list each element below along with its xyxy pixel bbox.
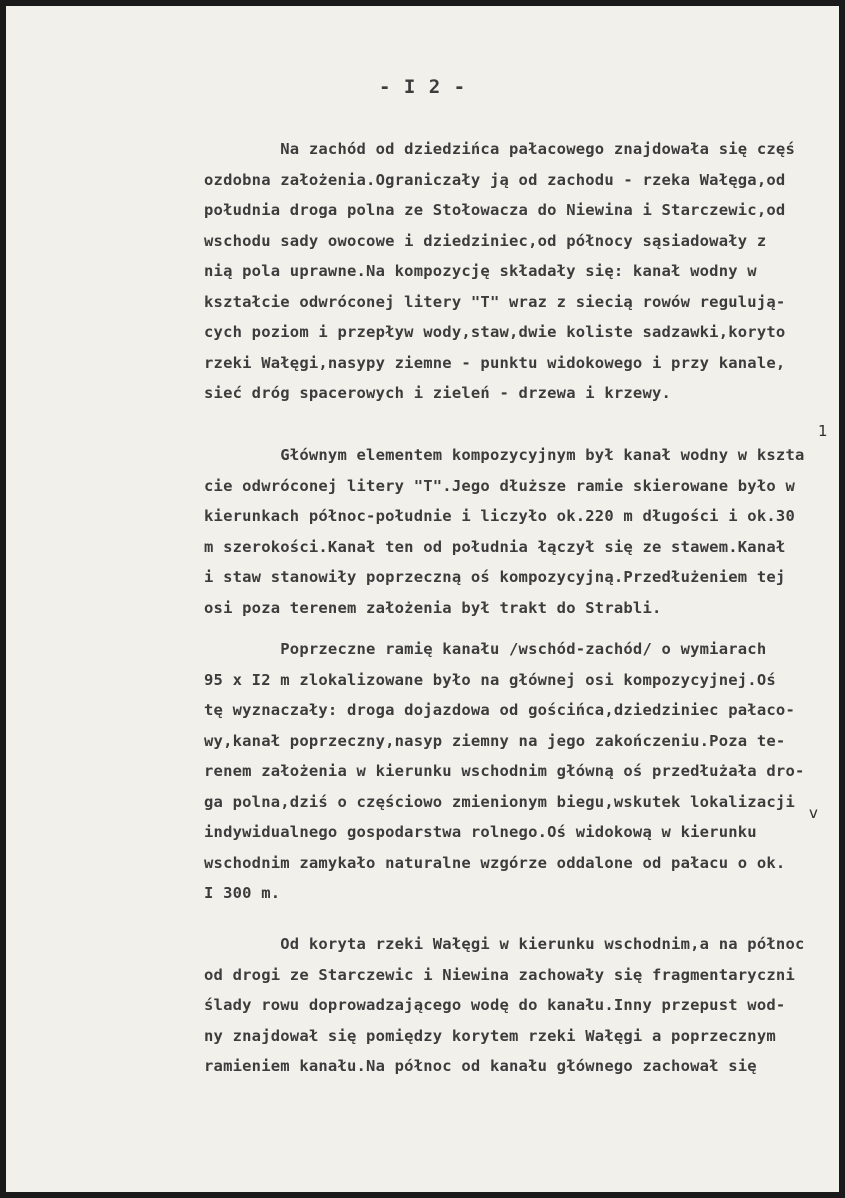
text-line: indywidualnego gospodarstwa rolnego.Oś widokową w kierunku <box>204 823 757 841</box>
text-line: Poprzeczne ramię kanału /wschód-zachód/ o wymiarach <box>204 640 767 658</box>
text-line: południa droga polna ze Stołowacza do Niewina i Starczewic,od <box>204 201 786 219</box>
text-line: 95 x I2 m zlokalizowane było na głównej osi kompozycyjnej.Oś <box>204 670 776 689</box>
text-line: ozdobna założenia.Ograniczały ją od zachodu - rzeka Wałęga,od <box>204 170 786 189</box>
text-line: cie odwróconej litery "T".Jego dłuższe ramie skierowane było w <box>204 476 795 495</box>
margin-annotation: 1 <box>818 422 828 440</box>
text-line: osi poza terenem założenia był trakt do Strabli. <box>204 598 662 617</box>
text-line: rzeki Wałęgi,nasypy ziemne - punktu widokowego i przy kanale, <box>204 353 786 372</box>
text-line: ga polna,dziś o częściowo zmienionym biegu,wskutek lokalizacji <box>204 792 795 811</box>
correction-annotation: v <box>809 804 818 822</box>
text-line: Głównym elementem kompozycyjnym był kanał wodny w kszta <box>204 446 805 464</box>
text-line: od drogi ze Starczewic i Niewina zachowały się fragmentaryczni <box>204 965 795 984</box>
text-line: kierunkach północ-południe i liczyło ok.220 m długości i ok.30 <box>204 507 795 525</box>
text-line: wschodnim zamykało naturalne wzgórze oddalone od pałacu o ok. <box>204 853 786 872</box>
text-line: ny znajdował się pomiędzy korytem rzeki Wałęgi a poprzecznym <box>204 1026 776 1045</box>
text-line: Na zachód od dziedzińca pałacowego znajdowała się częś <box>204 140 795 158</box>
text-line: wschodu sady owocowe i dziedziniec,od północy sąsiadowały z <box>204 231 767 250</box>
text-line: ślady rowu doprowadzającego wodę do kanału.Inny przepust wod- <box>204 996 786 1014</box>
text-line: wy,kanał poprzeczny,nasyp ziemny na jego zakończeniu.Poza te- <box>204 731 786 750</box>
text-line: kształcie odwróconej litery "T" wraz z siecią rowów regulują- <box>204 292 786 311</box>
text-line: I 300 m. <box>204 884 281 902</box>
text-line: i staw stanowiły poprzeczną oś kompozycyjną.Przedłużeniem tej <box>204 568 786 586</box>
text-line: tę wyznaczały: droga dojazdowa od gościńca,dziedziniec pałaco- <box>204 701 795 719</box>
text-line: ramieniem kanału.Na północ od kanału głównego zachował się <box>204 1057 757 1075</box>
document-page <box>6 6 839 1192</box>
text-line: nią pola uprawne.Na kompozycję składały się: kanał wodny w <box>204 262 757 280</box>
text-line: sieć dróg spacerowych i zieleń - drzewa i krzewy. <box>204 384 672 402</box>
text-line: Od koryta rzeki Wałęgi w kierunku wschodnim,a na północ <box>204 935 805 953</box>
text-line: renem założenia w kierunku wschodnim główną oś przedłużała dro- <box>204 762 805 780</box>
text-line: m szerokości.Kanał ten od południa łączył się ze stawem.Kanał <box>204 537 786 556</box>
page-number: - I 2 - <box>378 76 467 98</box>
text-line: cych poziom i przepływ wody,staw,dwie koliste sadzawki,koryto <box>204 323 786 341</box>
